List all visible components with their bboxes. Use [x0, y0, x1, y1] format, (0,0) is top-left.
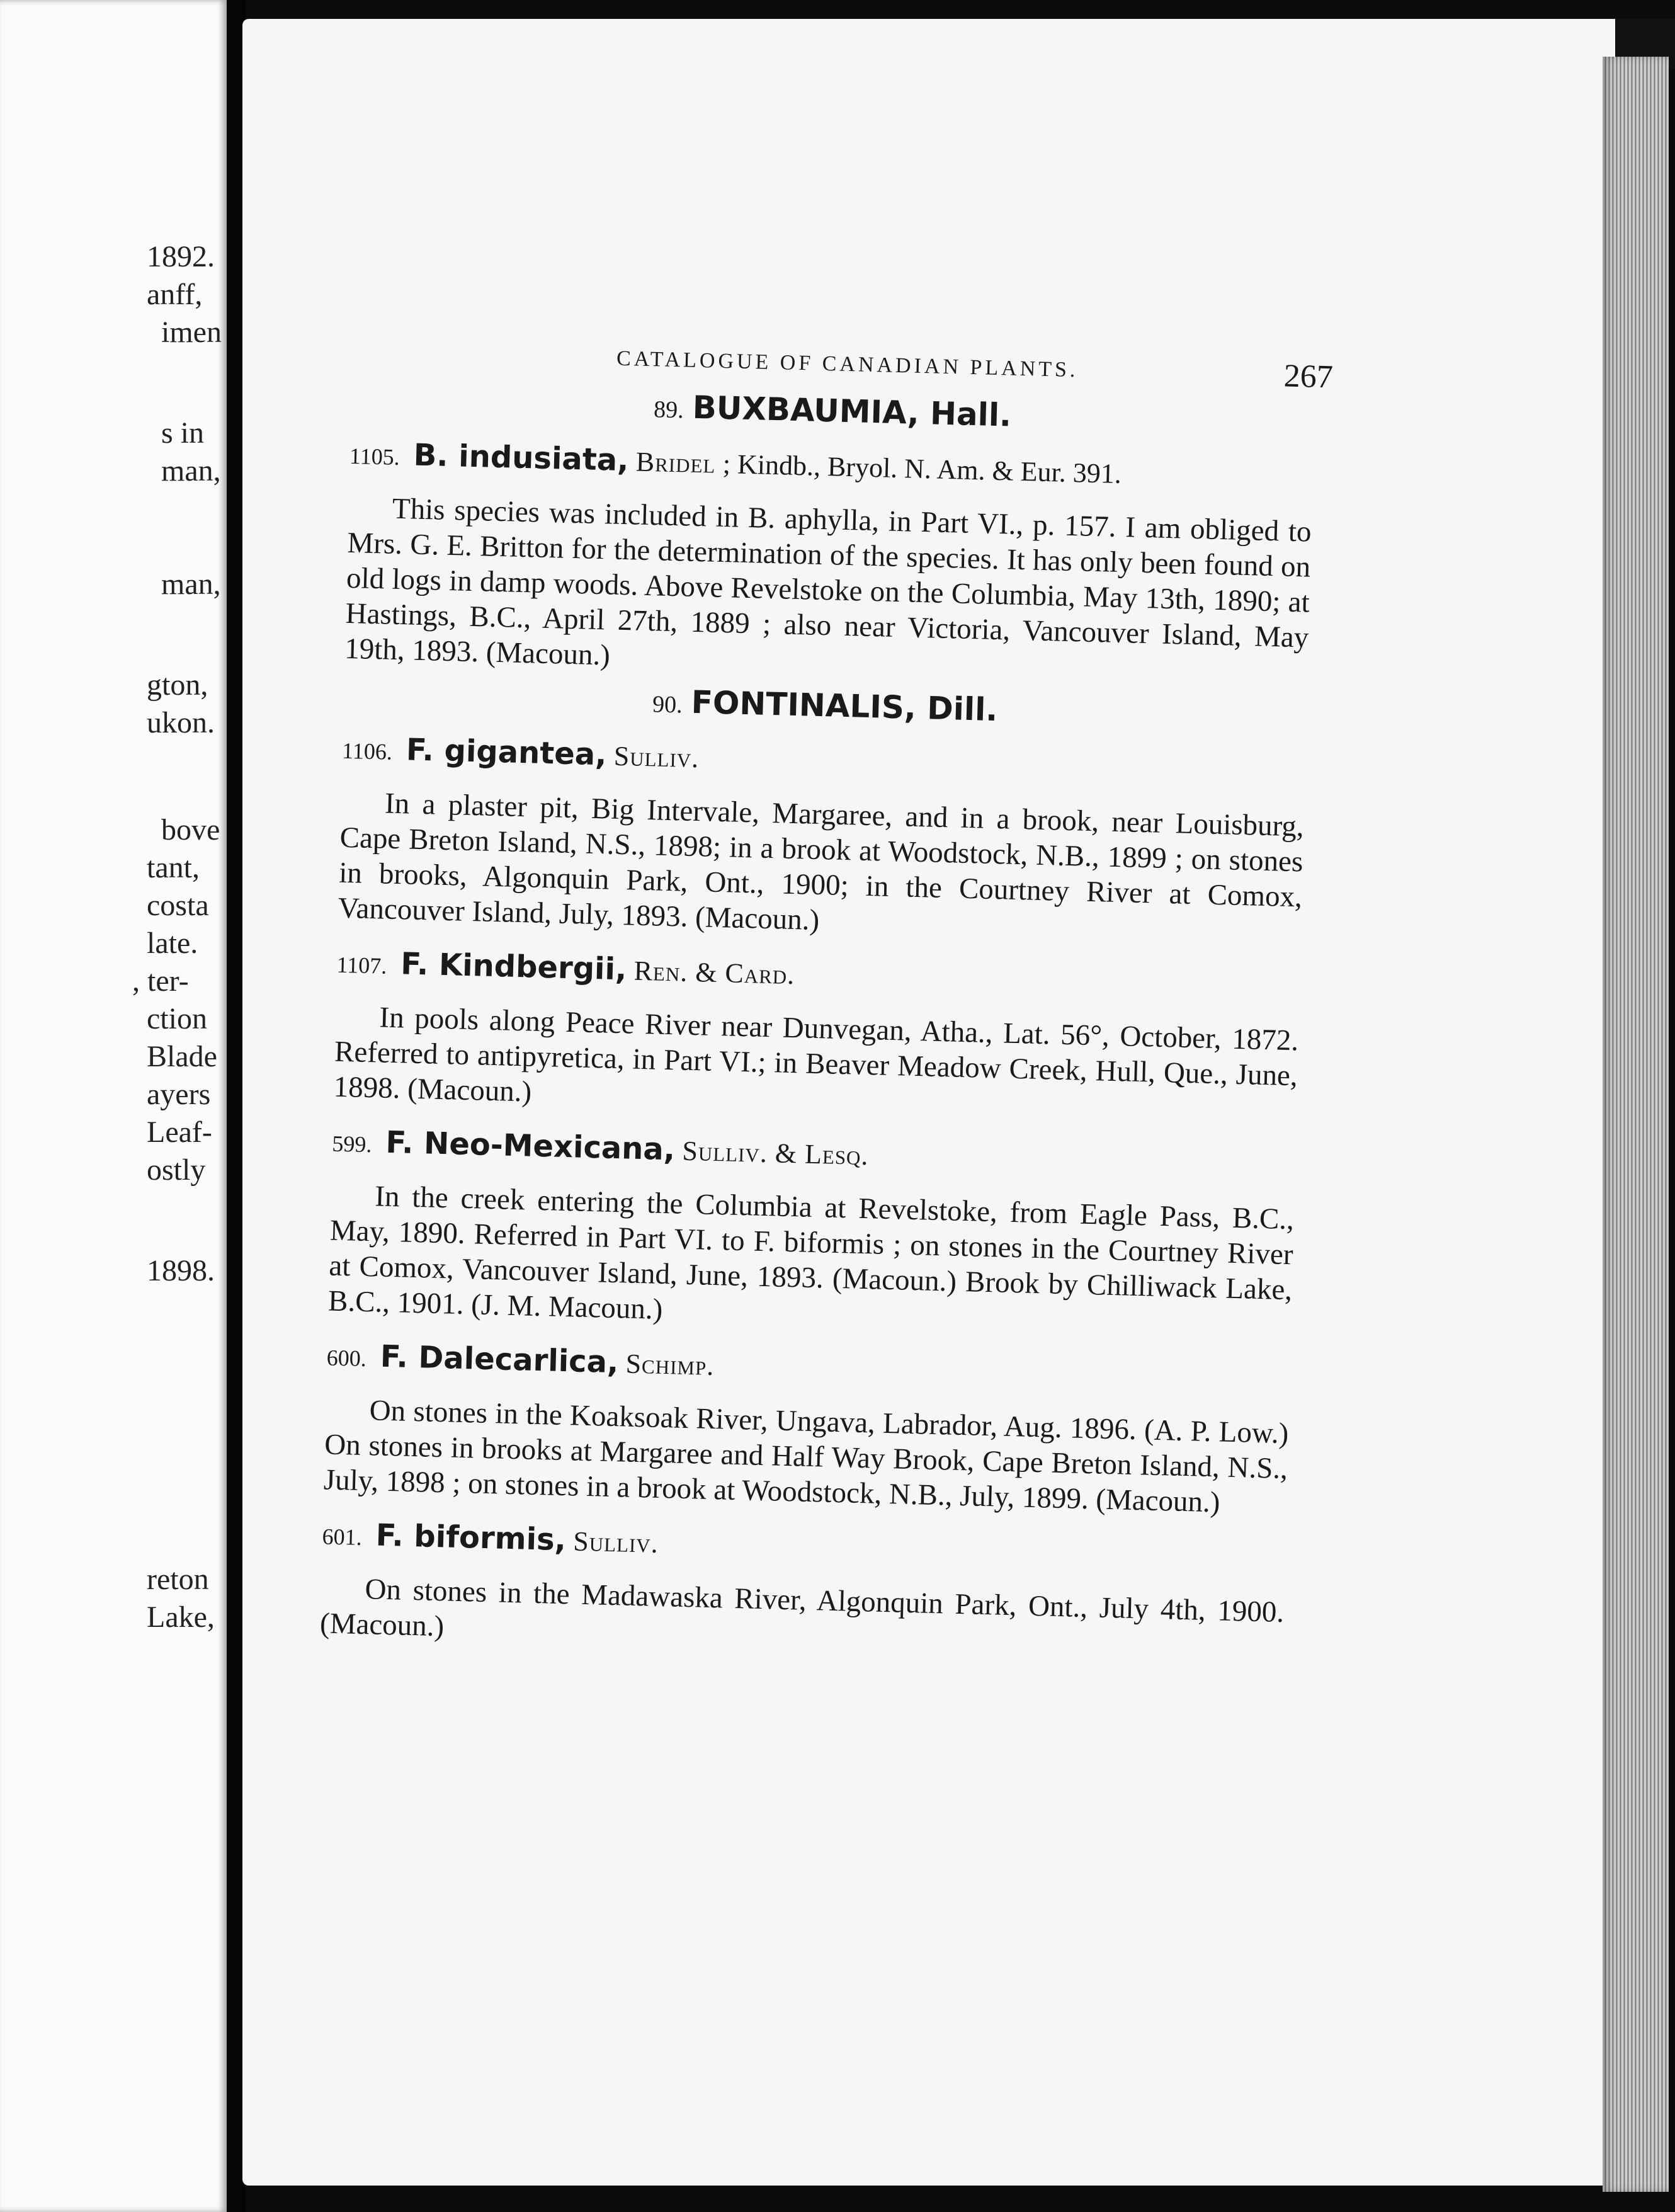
species-reference: ; Kindb., Bryol. N. Am. & Eur. 391.	[722, 448, 1122, 489]
species-authority: Schimp.	[625, 1348, 715, 1382]
left-page-fragment: Leaf-	[147, 1115, 212, 1149]
species-heading	[326, 1337, 1290, 1397]
left-facing-page	[0, 0, 227, 2212]
left-page-fragment: imen	[161, 316, 222, 349]
species-number: 1105.	[349, 443, 400, 470]
genus-author: Dill.	[926, 690, 998, 729]
species-description: On stones in the Madawaska River, Algonquin Park, Ont., July 4th, 1900. (Macoun.)	[319, 1573, 1285, 1643]
species-description: In the creek entering the Columbia at Revelstoke, from Eagle Pass, B.C., May, 1890. Referred in Part VI. to F. biformis ; on stones in the Courtney River at Comox, Vancouver Island, June, 1893. (Macoun.) Brook by Chilliwack Lake, B.C., 1901. (J. M. Macoun.)	[327, 1180, 1295, 1326]
left-page-fragment: Lake,	[147, 1600, 215, 1634]
species-number: 1107.	[336, 952, 387, 979]
species-description: This species was included in B. aphylla, in Part VI., p. 157. I am obliged to Mrs. G. E. Britton for the determination of the species. It has only been found on old logs in damp woods. Above Revelstoke on the Columbia, May 13th, 1890; at Hastings, B.C., April 27th, 1889 ; also near Victoria, Vancouver Island, May 19th, 1893. (Macoun.)	[344, 492, 1312, 672]
running-title: CATALOGUE OF CANADIAN PLANTS.	[616, 346, 1079, 382]
genus-number: 89.	[653, 396, 684, 424]
genus-name: FONTINALIS,	[691, 683, 917, 726]
species-authority: Bridel	[635, 446, 717, 479]
species-authority: Ren. & Card.	[633, 955, 795, 991]
species-heading	[332, 1124, 1296, 1183]
species-name: F. biformis,	[375, 1517, 567, 1558]
species-name: B. indusiata,	[413, 437, 630, 479]
catalogue-entries	[319, 380, 1314, 1665]
species-number: 599.	[331, 1131, 372, 1158]
left-page-fragment: s in	[161, 416, 205, 450]
left-page-fragment: ukon.	[147, 706, 215, 739]
species-number: 601.	[322, 1524, 363, 1550]
species-authority: Sulliv. & Lesq.	[681, 1135, 870, 1172]
species-description: On stones in the Koaksoak River, Ungava, Labrador, Aug. 1896. (A. P. Low.) On stones in brooks at Margaree and Half Way Brook, Cape Breton Island, N.S., July, 1898 ; on stones in a brook at Woodstock, N.B., July, 1899. (Macoun.)	[323, 1394, 1289, 1519]
species-heading	[349, 436, 1313, 496]
species-name: F. gigantea,	[406, 732, 608, 773]
left-page-fragment: late.	[147, 926, 198, 960]
species-number: 1106.	[341, 738, 393, 765]
left-page-fragment: 1898.	[147, 1254, 215, 1287]
species-authority: Sulliv.	[572, 1525, 659, 1559]
genus-author: Hall.	[929, 395, 1012, 434]
species-description: In a plaster pit, Big Intervale, Margaree, and in a brook, near Louisburg, Cape Breton Island, N.S., 1898; in a brook at Woodstock, N.B., 1899 ; on stones in brooks, Algonquin Park, Ont., 1900; in the Courtney River at Comox, Vancouver Island, July, 1893. (Macoun.)	[338, 787, 1305, 937]
left-page-fragment: ayers	[147, 1078, 211, 1111]
species-name: F. Dalecarlica,	[380, 1338, 619, 1381]
species-authority: Sulliv.	[613, 740, 700, 774]
left-page-fragment: Blade	[147, 1040, 217, 1073]
species-name: F. Neo-Mexicana,	[385, 1124, 676, 1168]
left-page-fragment: man,	[161, 567, 221, 601]
left-page-fragment: , ter-	[132, 964, 189, 998]
species-heading	[342, 731, 1306, 790]
left-page-fragment: 1892.	[147, 240, 215, 273]
left-page-fragment: reton	[147, 1563, 209, 1596]
left-page-fragment: ction	[147, 1002, 207, 1035]
genus-name: BUXBAUMIA,	[692, 389, 920, 431]
species-heading	[322, 1516, 1286, 1576]
species-name: F. Kindbergii,	[400, 946, 627, 988]
left-page-fragment: bove	[161, 813, 220, 847]
left-page-fragment: anff,	[147, 278, 203, 311]
page-content	[319, 334, 1334, 1665]
left-page-fragment: tant,	[147, 851, 200, 884]
left-page-fragment: man,	[161, 454, 221, 487]
left-page-fragment: ostly	[147, 1153, 206, 1187]
genus-number: 90.	[652, 691, 683, 719]
left-page-fragment: costa	[147, 889, 209, 922]
species-number: 600.	[326, 1345, 367, 1372]
left-page-fragment: gton,	[147, 668, 208, 702]
species-heading	[336, 945, 1300, 1005]
left-page-text	[0, 0, 227, 2212]
species-description: In pools along Peace River near Dunvegan, Atha., Lat. 56°, October, 1872. Referred to antipyretica, in Part VI.; in Beaver Meadow Creek, Hull, Que., June, 1898. (Macoun.)	[333, 1001, 1299, 1109]
page-edges	[1603, 57, 1669, 2192]
page-number: 267	[1283, 358, 1334, 396]
